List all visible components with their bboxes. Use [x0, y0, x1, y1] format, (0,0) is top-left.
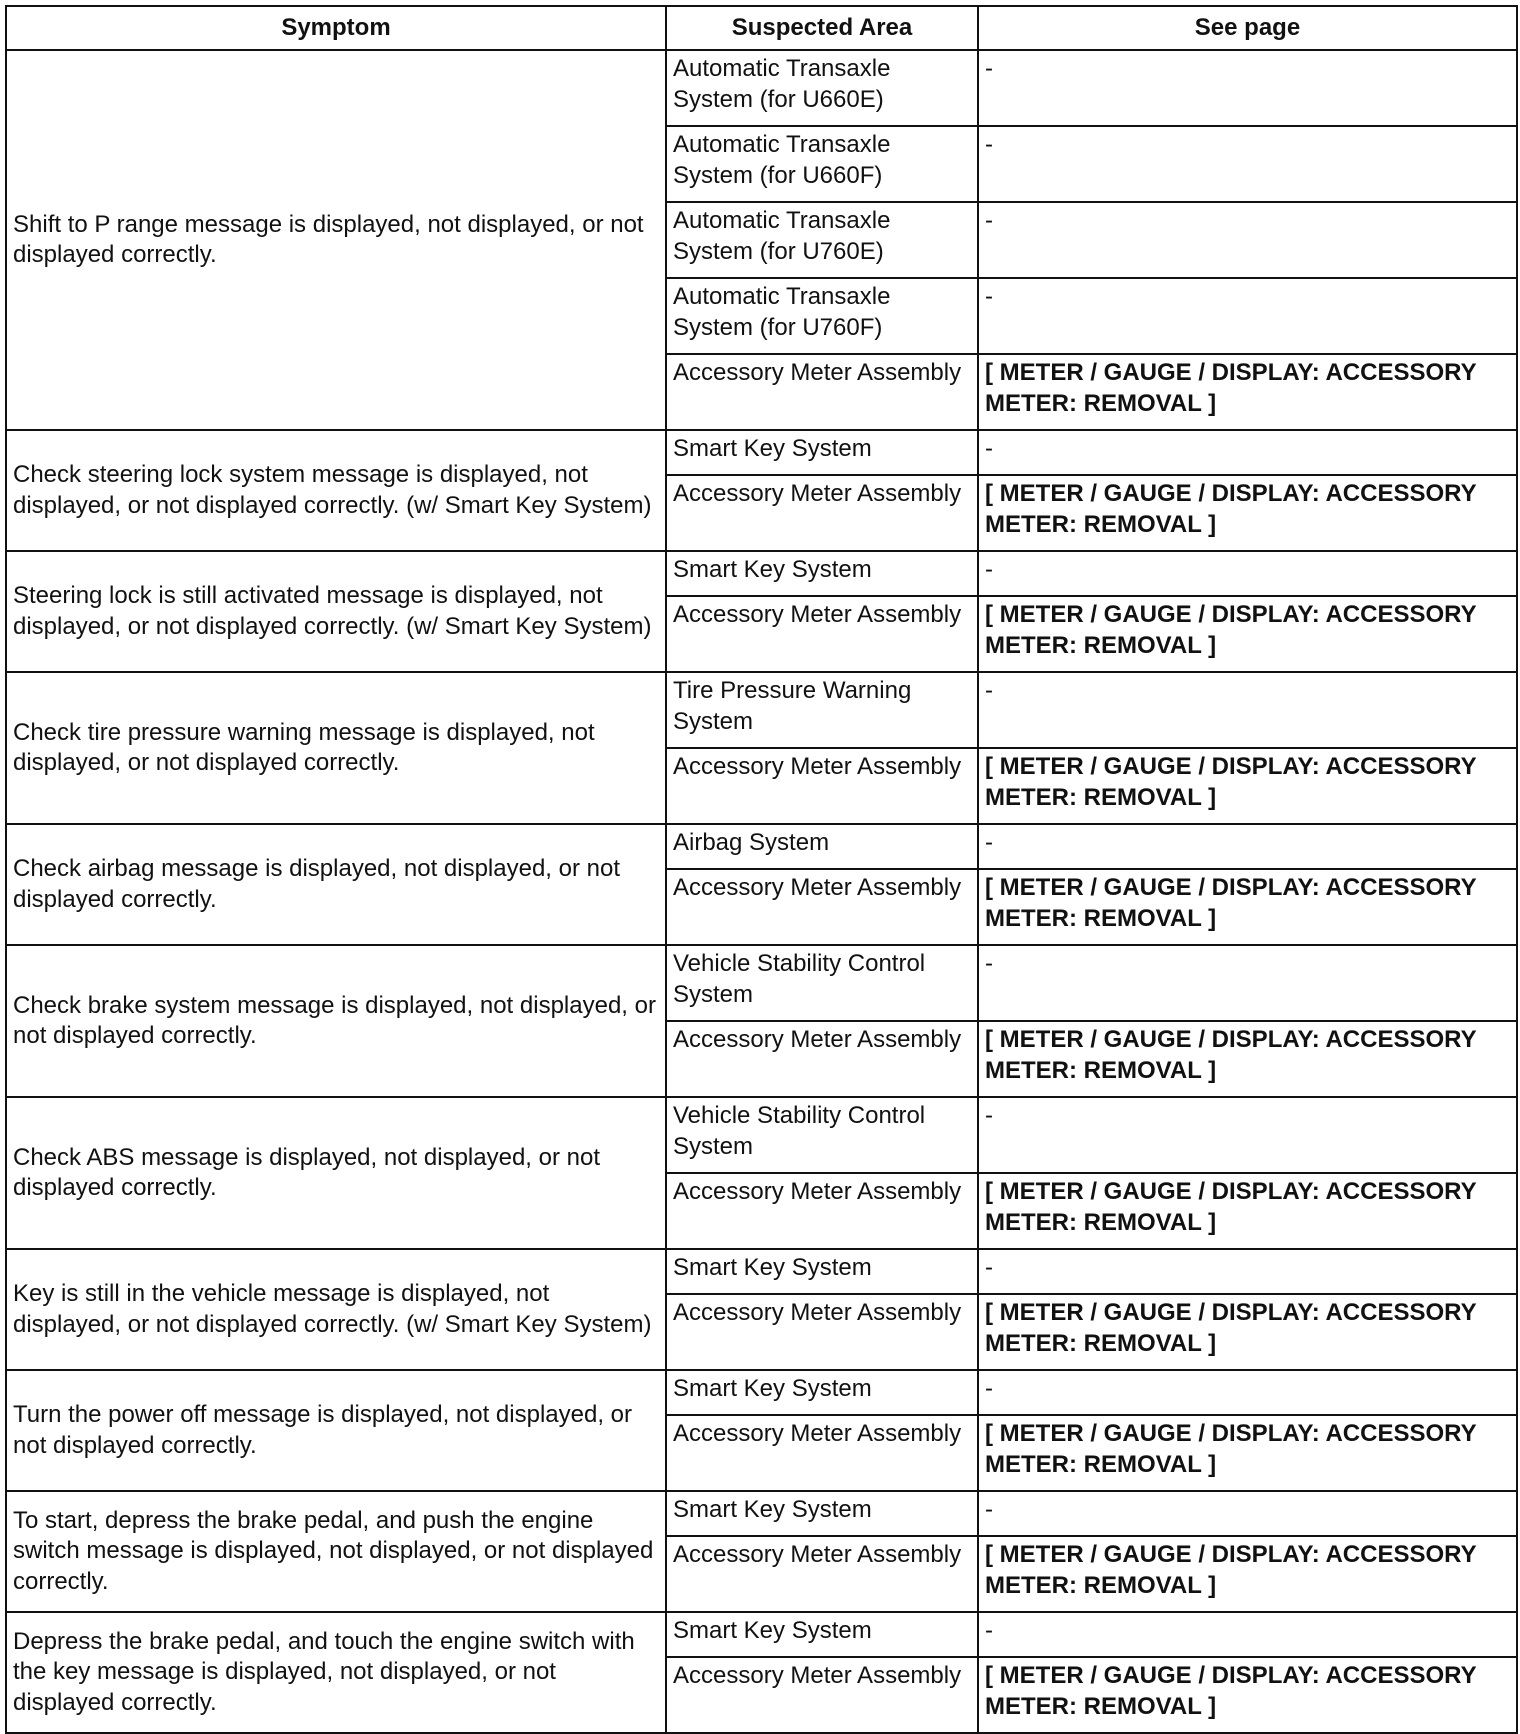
- see-page-cell: -: [978, 202, 1517, 278]
- symptom-cell: Depress the brake pedal, and touch the engine switch with the key message is displayed, not displayed, or not displayed correctly.: [6, 1612, 666, 1733]
- see-page-link[interactable]: [ METER / GAUGE / DISPLAY: ACCESSORY METER: REMOVAL ]: [978, 1657, 1517, 1733]
- table-row: [6, 1370, 1517, 1415]
- see-page-cell: -: [978, 551, 1517, 596]
- document-page: [5, 5, 1518, 1734]
- symptom-cell: Check airbag message is displayed, not displayed, or not displayed correctly.: [6, 824, 666, 945]
- see-page-cell: -: [978, 126, 1517, 202]
- symptom-cell: Key is still in the vehicle message is displayed, not displayed, or not displayed correctly. (w/ Smart Key System): [6, 1249, 666, 1370]
- suspected-area-cell: Automatic Transaxle System (for U660E): [666, 50, 978, 126]
- see-page-cell: -: [978, 1370, 1517, 1415]
- header-suspected-area: Suspected Area: [666, 6, 978, 50]
- suspected-area-cell: Smart Key System: [666, 1491, 978, 1536]
- suspected-area-cell: Accessory Meter Assembly: [666, 354, 978, 430]
- see-page-link[interactable]: [ METER / GAUGE / DISPLAY: ACCESSORY METER: REMOVAL ]: [978, 1415, 1517, 1491]
- table-row: [6, 50, 1517, 126]
- suspected-area-cell: Smart Key System: [666, 551, 978, 596]
- see-page-cell: -: [978, 1612, 1517, 1657]
- table-header-row: [6, 6, 1517, 50]
- suspected-area-cell: Accessory Meter Assembly: [666, 1294, 978, 1370]
- see-page-link[interactable]: [ METER / GAUGE / DISPLAY: ACCESSORY METER: REMOVAL ]: [978, 1173, 1517, 1249]
- see-page-link[interactable]: [ METER / GAUGE / DISPLAY: ACCESSORY METER: REMOVAL ]: [978, 1294, 1517, 1370]
- suspected-area-cell: Airbag System: [666, 824, 978, 869]
- suspected-area-cell: Automatic Transaxle System (for U760E): [666, 202, 978, 278]
- suspected-area-cell: Tire Pressure Warning System: [666, 672, 978, 748]
- table-row: [6, 430, 1517, 475]
- see-page-cell: -: [978, 50, 1517, 126]
- table-row: [6, 1612, 1517, 1657]
- see-page-link[interactable]: [ METER / GAUGE / DISPLAY: ACCESSORY METER: REMOVAL ]: [978, 869, 1517, 945]
- suspected-area-cell: Vehicle Stability Control System: [666, 1097, 978, 1173]
- suspected-area-cell: Accessory Meter Assembly: [666, 1415, 978, 1491]
- suspected-area-cell: Vehicle Stability Control System: [666, 945, 978, 1021]
- see-page-cell: -: [978, 824, 1517, 869]
- table-row: [6, 551, 1517, 596]
- suspected-area-cell: Accessory Meter Assembly: [666, 1173, 978, 1249]
- see-page-link[interactable]: [ METER / GAUGE / DISPLAY: ACCESSORY METER: REMOVAL ]: [978, 1021, 1517, 1097]
- suspected-area-cell: Accessory Meter Assembly: [666, 1657, 978, 1733]
- suspected-area-cell: Accessory Meter Assembly: [666, 596, 978, 672]
- table-row: [6, 824, 1517, 869]
- header-see-page: See page: [978, 6, 1517, 50]
- suspected-area-cell: Automatic Transaxle System (for U660F): [666, 126, 978, 202]
- symptom-cell: Check tire pressure warning message is displayed, not displayed, or not displayed correctly.: [6, 672, 666, 824]
- suspected-area-cell: Accessory Meter Assembly: [666, 475, 978, 551]
- symptom-cell: Check ABS message is displayed, not displayed, or not displayed correctly.: [6, 1097, 666, 1249]
- symptom-cell: Check steering lock system message is displayed, not displayed, or not displayed correctly. (w/ Smart Key System): [6, 430, 666, 551]
- see-page-link[interactable]: [ METER / GAUGE / DISPLAY: ACCESSORY METER: REMOVAL ]: [978, 354, 1517, 430]
- suspected-area-cell: Smart Key System: [666, 1370, 978, 1415]
- see-page-link[interactable]: [ METER / GAUGE / DISPLAY: ACCESSORY METER: REMOVAL ]: [978, 748, 1517, 824]
- see-page-cell: -: [978, 1097, 1517, 1173]
- see-page-cell: -: [978, 1491, 1517, 1536]
- see-page-cell: -: [978, 945, 1517, 1021]
- suspected-area-cell: Accessory Meter Assembly: [666, 748, 978, 824]
- suspected-area-cell: Accessory Meter Assembly: [666, 1536, 978, 1612]
- suspected-area-cell: Accessory Meter Assembly: [666, 1021, 978, 1097]
- symptom-cell: Steering lock is still activated message is displayed, not displayed, or not displayed correctly. (w/ Smart Key System): [6, 551, 666, 672]
- see-page-cell: -: [978, 1249, 1517, 1294]
- see-page-cell: -: [978, 278, 1517, 354]
- symptom-table: [5, 5, 1518, 1734]
- symptom-cell: Check brake system message is displayed, not displayed, or not displayed correctly.: [6, 945, 666, 1097]
- see-page-link[interactable]: [ METER / GAUGE / DISPLAY: ACCESSORY METER: REMOVAL ]: [978, 1536, 1517, 1612]
- table-row: [6, 672, 1517, 748]
- header-symptom: Symptom: [6, 6, 666, 50]
- table-body: [6, 50, 1517, 1733]
- table-row: [6, 1249, 1517, 1294]
- see-page-cell: -: [978, 430, 1517, 475]
- suspected-area-cell: Accessory Meter Assembly: [666, 869, 978, 945]
- symptom-cell: To start, depress the brake pedal, and push the engine switch message is displayed, not displayed, or not displayed correctly.: [6, 1491, 666, 1612]
- table-row: [6, 945, 1517, 1021]
- see-page-link[interactable]: [ METER / GAUGE / DISPLAY: ACCESSORY METER: REMOVAL ]: [978, 475, 1517, 551]
- table-row: [6, 1491, 1517, 1536]
- suspected-area-cell: Smart Key System: [666, 1612, 978, 1657]
- suspected-area-cell: Smart Key System: [666, 1249, 978, 1294]
- see-page-cell: -: [978, 672, 1517, 748]
- symptom-cell: Shift to P range message is displayed, not displayed, or not displayed correctly.: [6, 50, 666, 430]
- suspected-area-cell: Automatic Transaxle System (for U760F): [666, 278, 978, 354]
- suspected-area-cell: Smart Key System: [666, 430, 978, 475]
- symptom-cell: Turn the power off message is displayed, not displayed, or not displayed correctly.: [6, 1370, 666, 1491]
- table-row: [6, 1097, 1517, 1173]
- see-page-link[interactable]: [ METER / GAUGE / DISPLAY: ACCESSORY METER: REMOVAL ]: [978, 596, 1517, 672]
